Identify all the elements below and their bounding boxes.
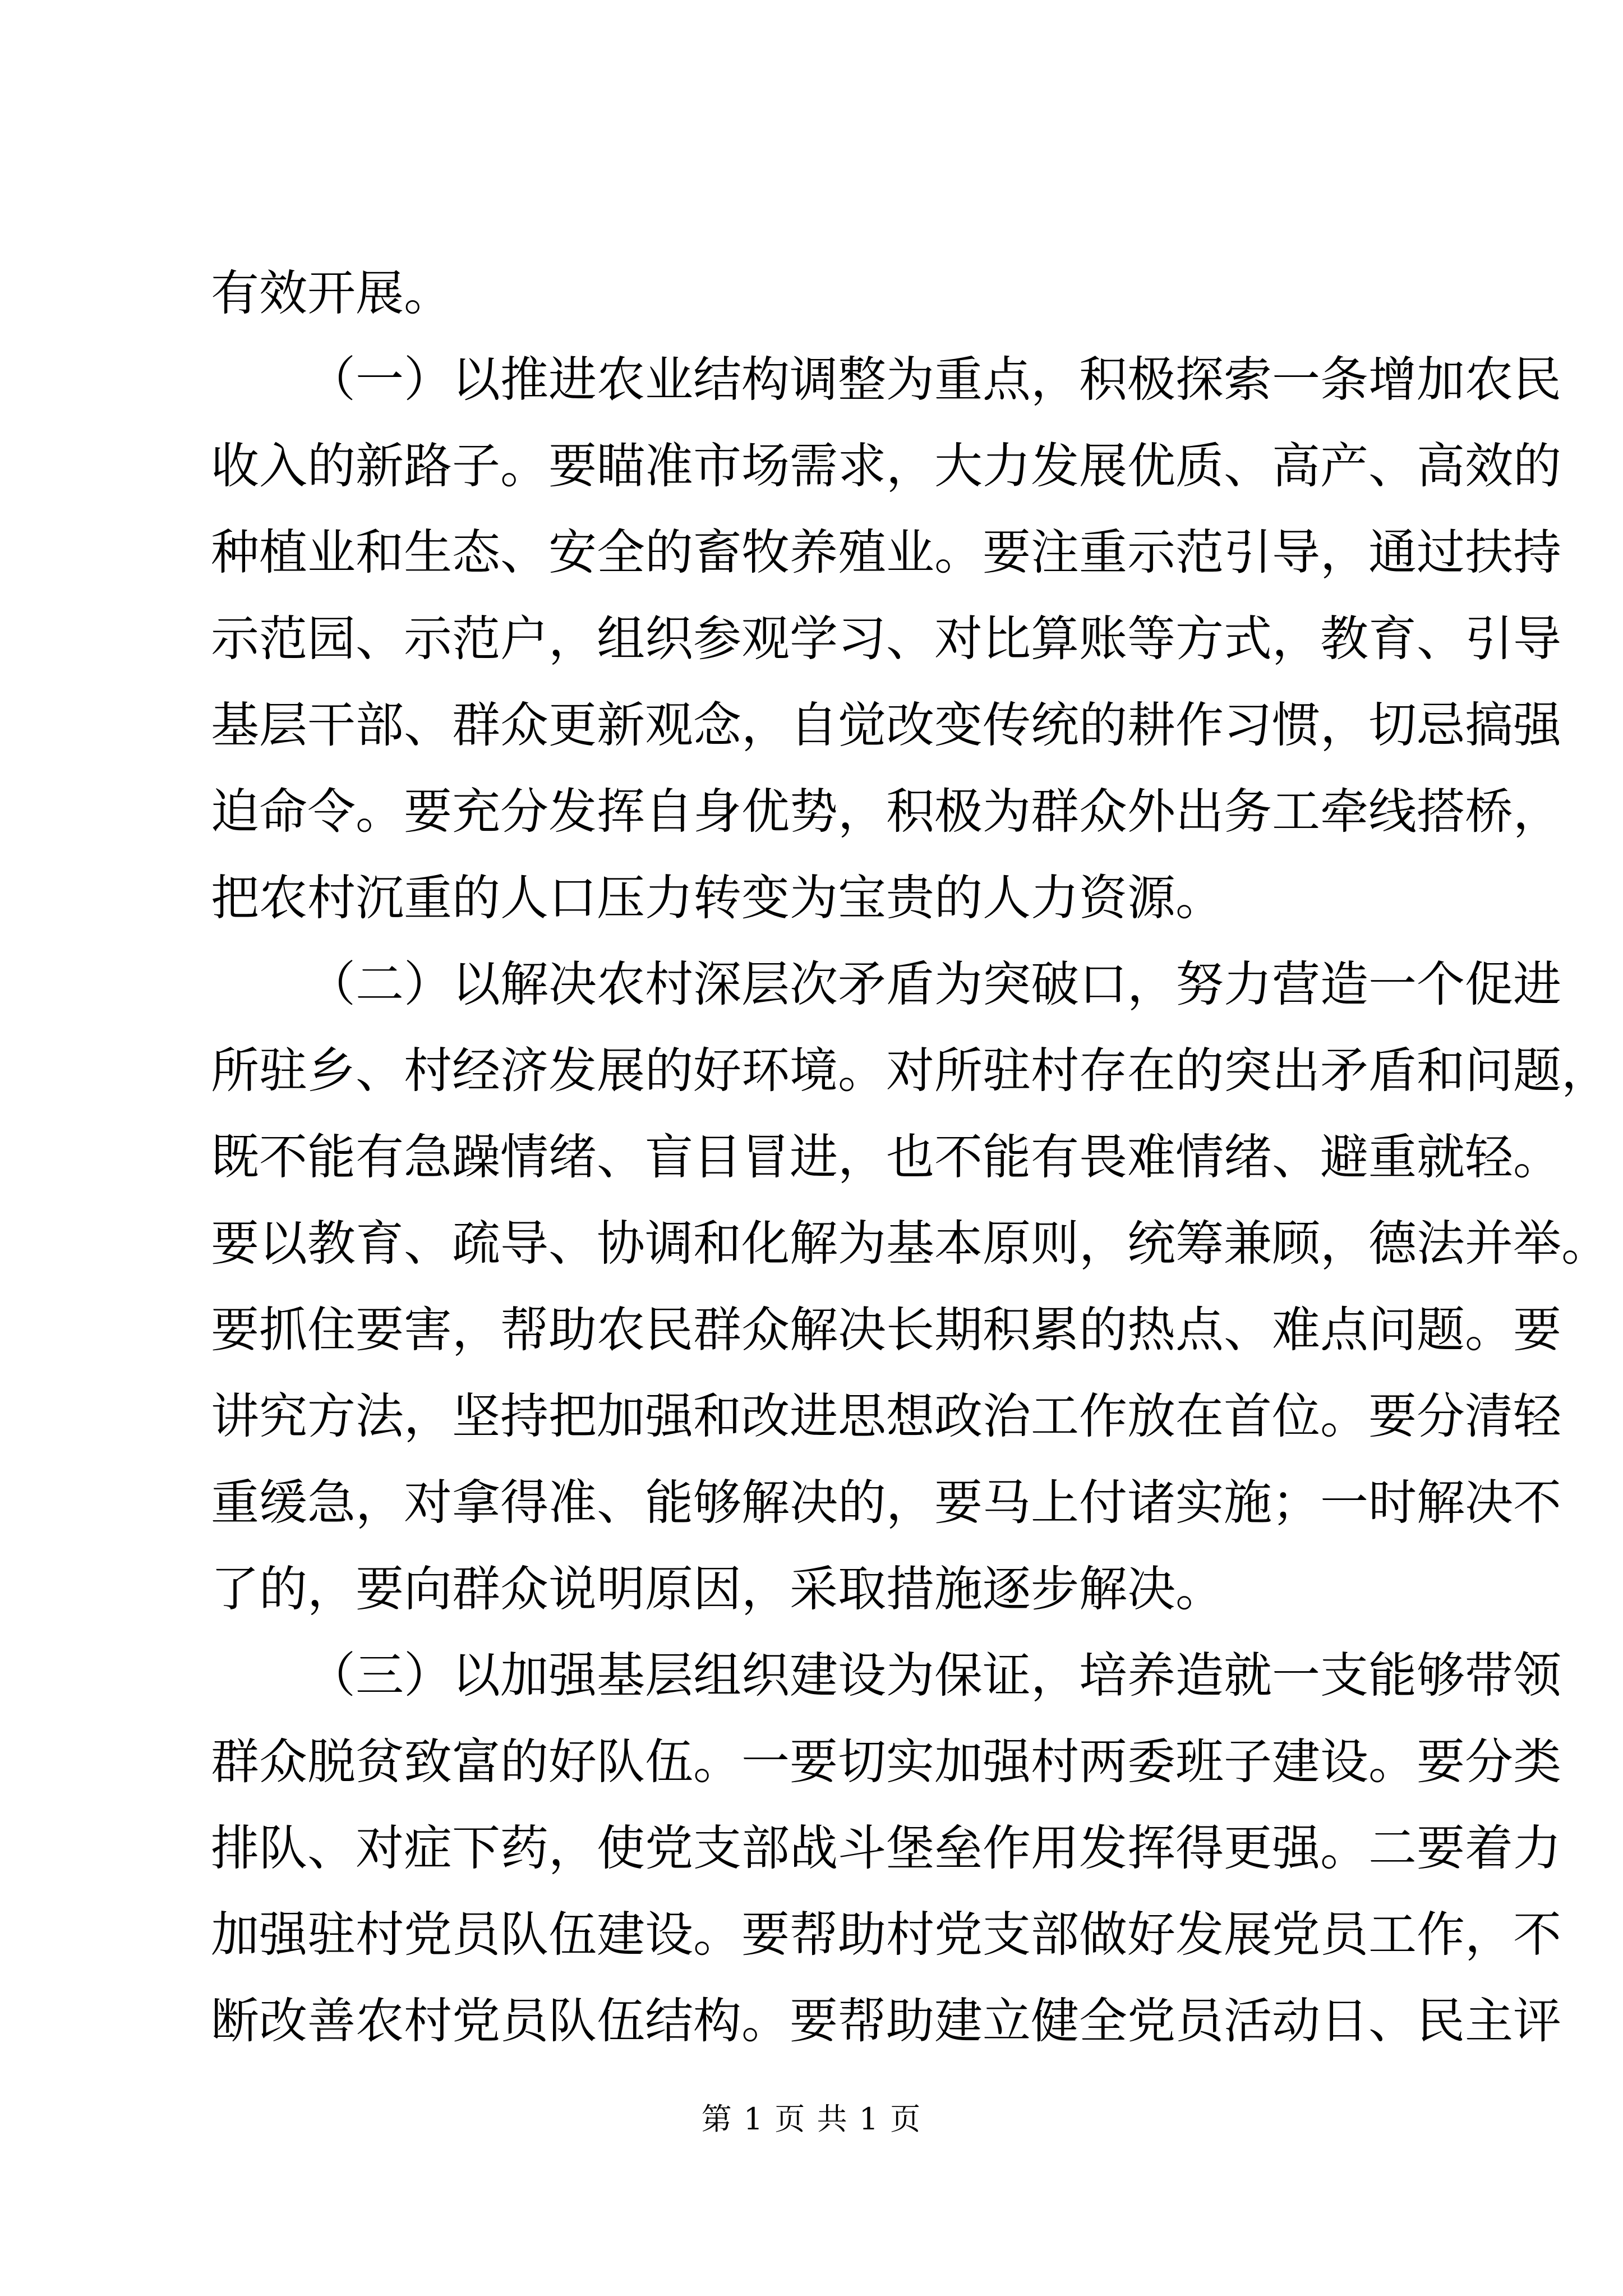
text-line: 断改善农村党员队伍结构。要帮助建立健全党员活动日、民主评: [211, 1993, 1561, 2049]
body-text: [211, 250, 1610, 2064]
text-line: 示范园、示范户，组织参观学习、对比算账等方式，教育、引导: [211, 611, 1561, 667]
text-line: 排队、对症下药，使党支部战斗堡垒作用发挥得更强。二要着力: [211, 1820, 1561, 1876]
text-line: 要抓住要害，帮助农民群众解决长期积累的热点、难点问题。要: [211, 1302, 1561, 1358]
text-line: 重缓急，对拿得准、能够解决的，要马上付诸实施；一时解决不: [211, 1475, 1561, 1531]
text-line: （一）以推进农业结构调整为重点，积极探索一条增加农民: [307, 352, 1561, 408]
page-number-label: 第 1 页 共 1 页: [701, 2101, 922, 2137]
text-line: （三）以加强基层组织建设为保证，培养造就一支能够带领: [307, 1648, 1561, 1704]
text-line: 群众脱贫致富的好队伍。一要切实加强村两委班子建设。要分类: [211, 1734, 1561, 1790]
text-line: 有效开展。: [211, 265, 452, 321]
text-line: 把农村沉重的人口压力转变为宝贵的人力资源。: [211, 870, 1224, 926]
page-footer: [0, 2097, 1623, 2142]
text-line: 既不能有急躁情绪、盲目冒进，也不能有畏难情绪、避重就轻。: [211, 1129, 1561, 1185]
text-line: （二）以解决农村深层次矛盾为突破口，努力营造一个促进: [307, 956, 1561, 1013]
text-line: 讲究方法，坚持把加强和改进思想政治工作放在首位。要分清轻: [211, 1388, 1561, 1444]
text-line: 基层干部、群众更新观念，自觉改变传统的耕作习惯，切忌搞强: [211, 697, 1561, 753]
text-line: 要以教育、疏导、协调和化解为基本原则，统筹兼顾，德法并举。: [211, 1216, 1610, 1272]
text-line: 了的，要向群众说明原因，采取措施逐步解决。: [211, 1561, 1224, 1617]
text-line: 迫命令。要充分发挥自身优势，积极为群众外出务工牵线搭桥，: [211, 784, 1561, 840]
text-line: 收入的新路子。要瞄准市场需求，大力发展优质、高产、高效的: [211, 438, 1561, 494]
text-line: 加强驻村党员队伍建设。要帮助村党支部做好发展党员工作，不: [211, 1907, 1561, 1963]
text-line: 所驻乡、村经济发展的好环境。对所驻村存在的突出矛盾和问题，: [211, 1043, 1610, 1099]
text-line: 种植业和生态、安全的畜牧养殖业。要注重示范引导，通过扶持: [211, 524, 1561, 581]
